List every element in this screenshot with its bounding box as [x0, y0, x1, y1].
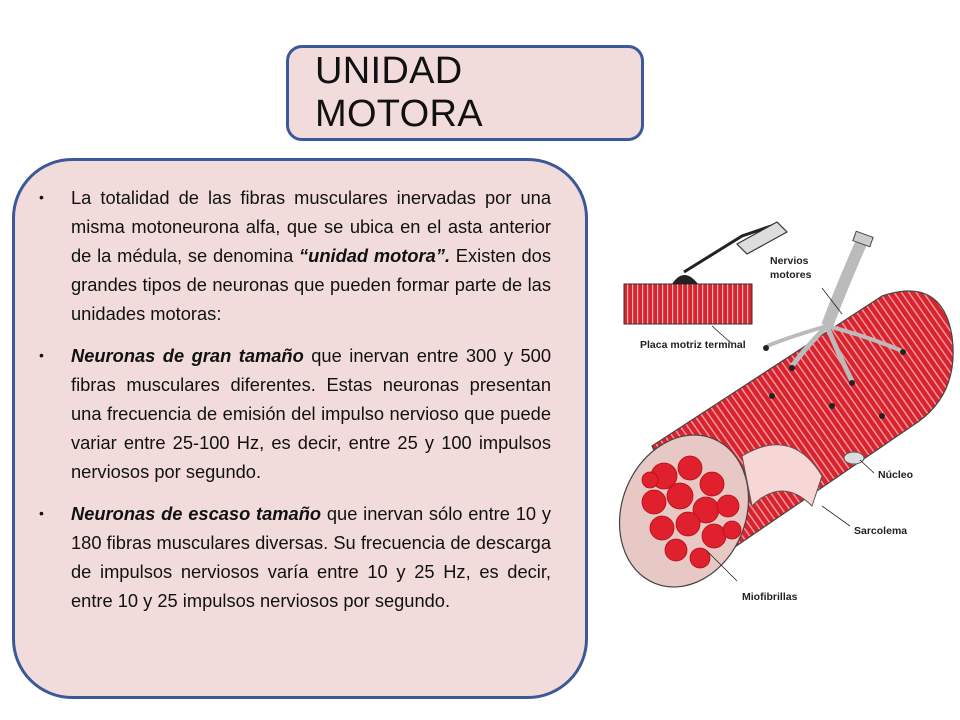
bullet-item-large-neurons [39, 341, 551, 486]
slide-title: UNIDAD MOTORA [315, 50, 483, 135]
bullet-emphasis-3: Neuronas de escaso tamaño [71, 503, 322, 524]
title-box [286, 45, 644, 141]
label-nucleus: Núcleo [878, 469, 914, 481]
label-nerves-2: motores [770, 269, 812, 281]
bullet-icon: • [39, 189, 44, 205]
label-plate: Placa motriz terminal [640, 339, 746, 351]
bullet-text-3: que inervan sólo entre 10 y 180 fibras musculares diversas. Su frecuencia de descarga de impulsos nerviosos varía entre 10 y 25 Hz, es decir, entre 10 y 25 impulsos nerviosos por segundo. [71, 503, 551, 611]
bullet-text-1b: Existen dos grandes tipos de neuronas que pueden formar parte de las unidades motoras: [71, 245, 551, 324]
label-sarcolemma: Sarcolema [854, 525, 908, 537]
bullet-emphasis-2: Neuronas de gran tamaño [71, 345, 304, 366]
bullet-item-small-neurons [39, 499, 551, 615]
bullet-emphasis-1: “unidad motora”. [299, 245, 451, 266]
content-box [12, 158, 588, 699]
muscle-fiber-illustration [592, 176, 960, 626]
label-myofibrils: Miofibrillas [742, 591, 798, 603]
bullet-text-2: que inervan entre 300 y 500 fibras musculares diferentes. Estas neuronas presentan una frecuencia de emisión del impulso nervioso que puede variar entre 25-100 Hz, es decir, entre 25 y 100 impulsos nerviosos por segundo. [71, 345, 551, 482]
bullet-text-1a: La totalidad de las fibras musculares inervadas por una misma motoneurona alfa, que se ubica en el asta anterior de la médula, se denomina [71, 187, 551, 266]
bullet-icon: • [39, 347, 44, 363]
bullet-list [39, 183, 551, 615]
bullet-icon: • [39, 505, 44, 521]
bullet-item-definition [39, 183, 551, 328]
label-nerves-1: Nervios [770, 255, 809, 267]
